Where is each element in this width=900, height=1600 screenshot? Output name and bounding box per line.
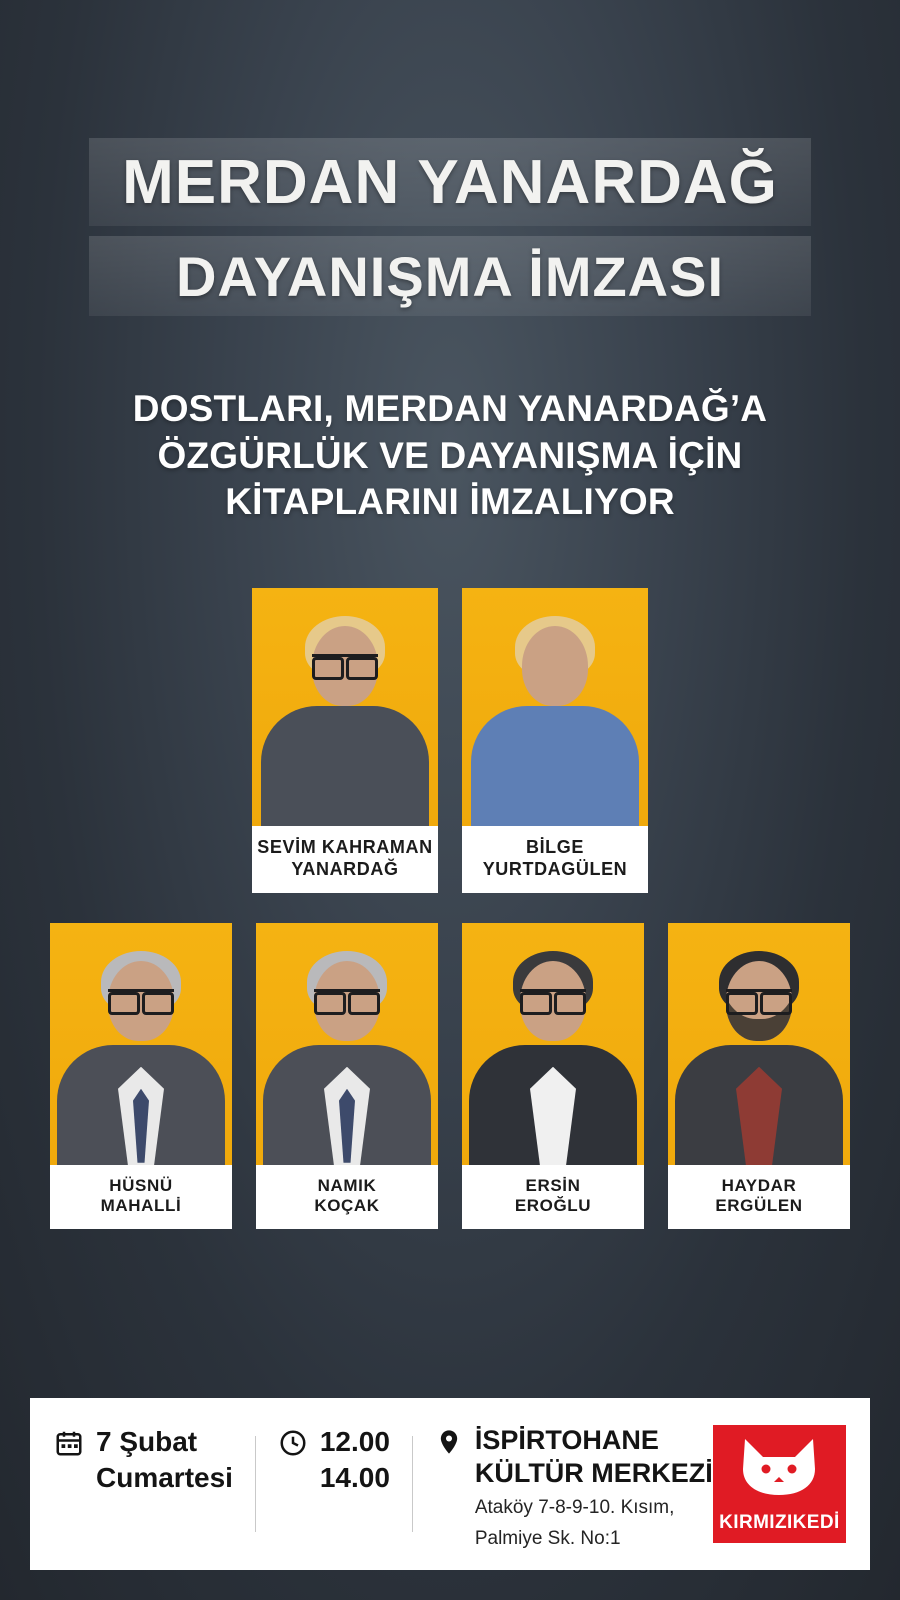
publisher-logo-text: KIRMIZIKEDİ <box>719 1512 840 1533</box>
poster-subtitle-line-2: ÖZGÜRLÜK VE DAYANIŞMA İÇİN <box>157 434 743 476</box>
portrait-illustration <box>50 923 232 1167</box>
event-details-footer <box>30 1398 870 1570</box>
venue-address-line-1: Ataköy 7-8-9-10. Kısım, <box>474 1496 675 1518</box>
guest-card <box>462 923 644 1229</box>
guest-card <box>668 923 850 1229</box>
poster-title-line-2: DAYANIŞMA İMZASI <box>89 236 811 316</box>
guest-name-plate <box>462 826 648 893</box>
guest-row-top <box>252 588 648 893</box>
guest-name-plate <box>50 1165 232 1229</box>
event-time-1: 12.00 <box>319 1426 390 1457</box>
guest-photo <box>50 923 232 1167</box>
guest-card <box>252 588 438 893</box>
guest-name-line-1: HAYDAR <box>721 1175 797 1195</box>
portrait-illustration <box>462 923 644 1167</box>
guest-name-line-1: SEVİM KAHRAMAN <box>257 836 433 857</box>
title-block <box>0 0 900 316</box>
location-pin-icon <box>435 1428 463 1461</box>
guest-name-line-1: NAMIK <box>317 1175 377 1195</box>
calendar-icon <box>54 1428 84 1463</box>
footer-divider <box>412 1436 413 1532</box>
guest-card <box>256 923 438 1229</box>
poster-subtitle <box>0 386 900 526</box>
guest-name-line-1: HÜSNÜ <box>109 1175 173 1195</box>
guest-name-line-2: EROĞLU <box>514 1196 592 1216</box>
poster-title-line-1: MERDAN YANARDAĞ <box>89 138 811 226</box>
guest-name-line-2: MAHALLİ <box>100 1196 182 1216</box>
portrait-illustration <box>462 588 648 828</box>
guest-photo <box>462 923 644 1167</box>
guest-name-line-2: YANARDAĞ <box>291 858 399 879</box>
guest-photo <box>462 588 648 828</box>
time-block <box>278 1398 390 1570</box>
venue-name-line-1: İSPİRTOHANE <box>474 1425 659 1455</box>
clock-icon <box>278 1428 308 1463</box>
portrait-illustration <box>256 923 438 1167</box>
cat-icon <box>733 1435 825 1499</box>
guest-name-plate <box>462 1165 644 1229</box>
guest-name-plate <box>256 1165 438 1229</box>
portrait-illustration <box>252 588 438 828</box>
guest-name-line-2: KOÇAK <box>314 1196 380 1216</box>
publisher-logo <box>713 1425 846 1543</box>
guest-name-plate <box>668 1165 850 1229</box>
guest-card <box>50 923 232 1229</box>
footer-divider <box>255 1436 256 1532</box>
guest-grid <box>0 588 900 1229</box>
guest-photo <box>252 588 438 828</box>
guest-name-plate <box>252 826 438 893</box>
guest-name-line-1: ERSİN <box>525 1175 581 1195</box>
guest-row-bottom <box>50 923 850 1229</box>
guest-name-line-1: BİLGE <box>525 836 584 857</box>
venue-address-line-2: Palmiye Sk. No:1 <box>474 1527 621 1549</box>
venue-block <box>435 1398 713 1570</box>
venue-name-line-2: KÜLTÜR MERKEZİ <box>474 1457 713 1488</box>
portrait-illustration <box>668 923 850 1167</box>
date-block <box>54 1398 233 1570</box>
poster-subtitle-line-3: KİTAPLARINI İMZALIYOR <box>225 481 675 523</box>
guest-name-line-2: YURTDAGÜLEN <box>482 858 628 879</box>
guest-name-line-2: ERGÜLEN <box>715 1196 803 1216</box>
guest-photo <box>256 923 438 1167</box>
event-time-2: 14.00 <box>319 1461 390 1493</box>
poster-subtitle-line-1: DOSTLARI, MERDAN YANARDAĞ’A <box>132 388 768 429</box>
event-date-line-2: Cumartesi <box>96 1461 233 1493</box>
guest-photo <box>668 923 850 1167</box>
event-date-line-1: 7 Şubat <box>96 1426 198 1457</box>
guest-card <box>462 588 648 893</box>
